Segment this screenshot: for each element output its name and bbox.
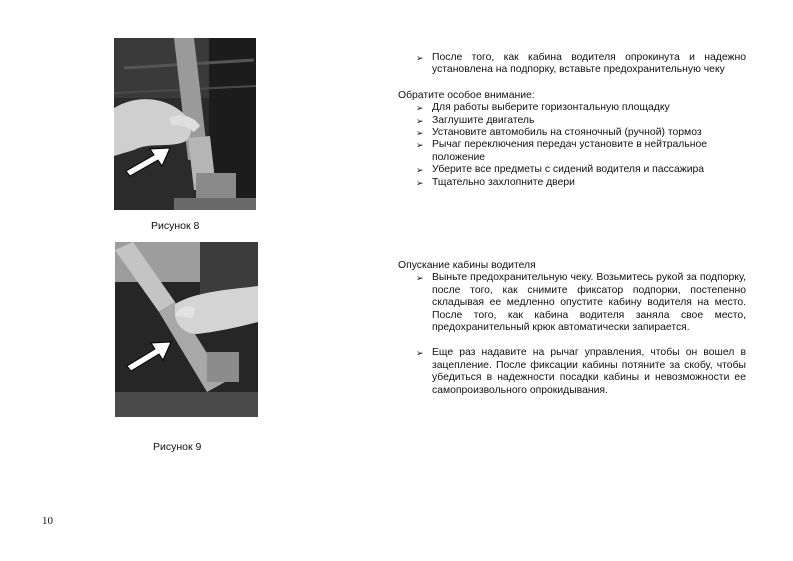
list-item-text: Уберите все предметы с сидений водителя и пассажира — [432, 164, 705, 176]
arrowhead-bullet-icon: ➢ — [416, 115, 424, 126]
arrowhead-bullet-icon: ➢ — [416, 348, 424, 359]
attention-heading: Обратите особое внимание: — [398, 89, 535, 101]
arrowhead-bullet-icon: ➢ — [416, 273, 424, 284]
figure-8-caption: Рисунок 8 — [151, 220, 200, 232]
attention-list — [398, 102, 746, 189]
list-item-text: После того, как кабина водителя опрокинута и надежно установлена на подпорку, вставьте предохранительную чеку — [432, 52, 746, 76]
list-item — [398, 102, 746, 114]
list-item — [398, 164, 746, 176]
list-item — [398, 115, 746, 127]
list-item — [398, 177, 746, 189]
section-tilt-cab — [398, 52, 746, 189]
arrowhead-bullet-icon: ➢ — [416, 140, 424, 151]
list-item — [398, 347, 746, 397]
arrowhead-bullet-icon: ➢ — [416, 177, 424, 188]
list-item — [398, 127, 746, 139]
list-item-text: Заглушите двигатель — [432, 114, 535, 126]
list-item-text: Установите автомобиль на стояночный (ручной) тормоз — [432, 127, 702, 139]
list-item — [398, 272, 746, 334]
page-number: 10 — [42, 515, 53, 527]
figure-8-photo — [114, 38, 256, 210]
arrowhead-bullet-icon: ➢ — [416, 128, 424, 139]
list-item-text: Выньте предохранительную чеку. Возьмитесь рукой за подпорку, после того, как снимите фиксатор подпорки, постепенно складывая ее медленно опустите кабину водителя на место. После того, как кабина водителя заняла свое место, предохранительный крюк автоматически запирается. — [432, 272, 746, 334]
list-item — [398, 139, 746, 164]
list-item-text: Рычаг переключения передач установите в нейтральное положение — [432, 139, 708, 163]
section-lower-cab — [398, 260, 746, 397]
list-item — [398, 52, 746, 77]
arrowhead-bullet-icon: ➢ — [416, 53, 424, 63]
list-item-text: Тщательно захлопните двери — [432, 176, 575, 188]
arrowhead-bullet-icon: ➢ — [416, 165, 424, 176]
figure-9-photo — [115, 242, 258, 417]
list-item-text: Для работы выберите горизонтальную площадку — [432, 102, 670, 114]
list-item-text: Еще раз надавите на рычаг управления, чтобы он вошел в зацепление. После фиксации кабины потяните за скобу, чтобы убедиться в надежности посадки кабины и невозможности ее самопроизвольного опрокидывания. — [432, 347, 746, 396]
figure-9-caption: Рисунок 9 — [153, 441, 202, 453]
lower-cab-heading: Опускание кабины водителя — [398, 260, 536, 271]
arrowhead-bullet-icon: ➢ — [416, 103, 424, 114]
